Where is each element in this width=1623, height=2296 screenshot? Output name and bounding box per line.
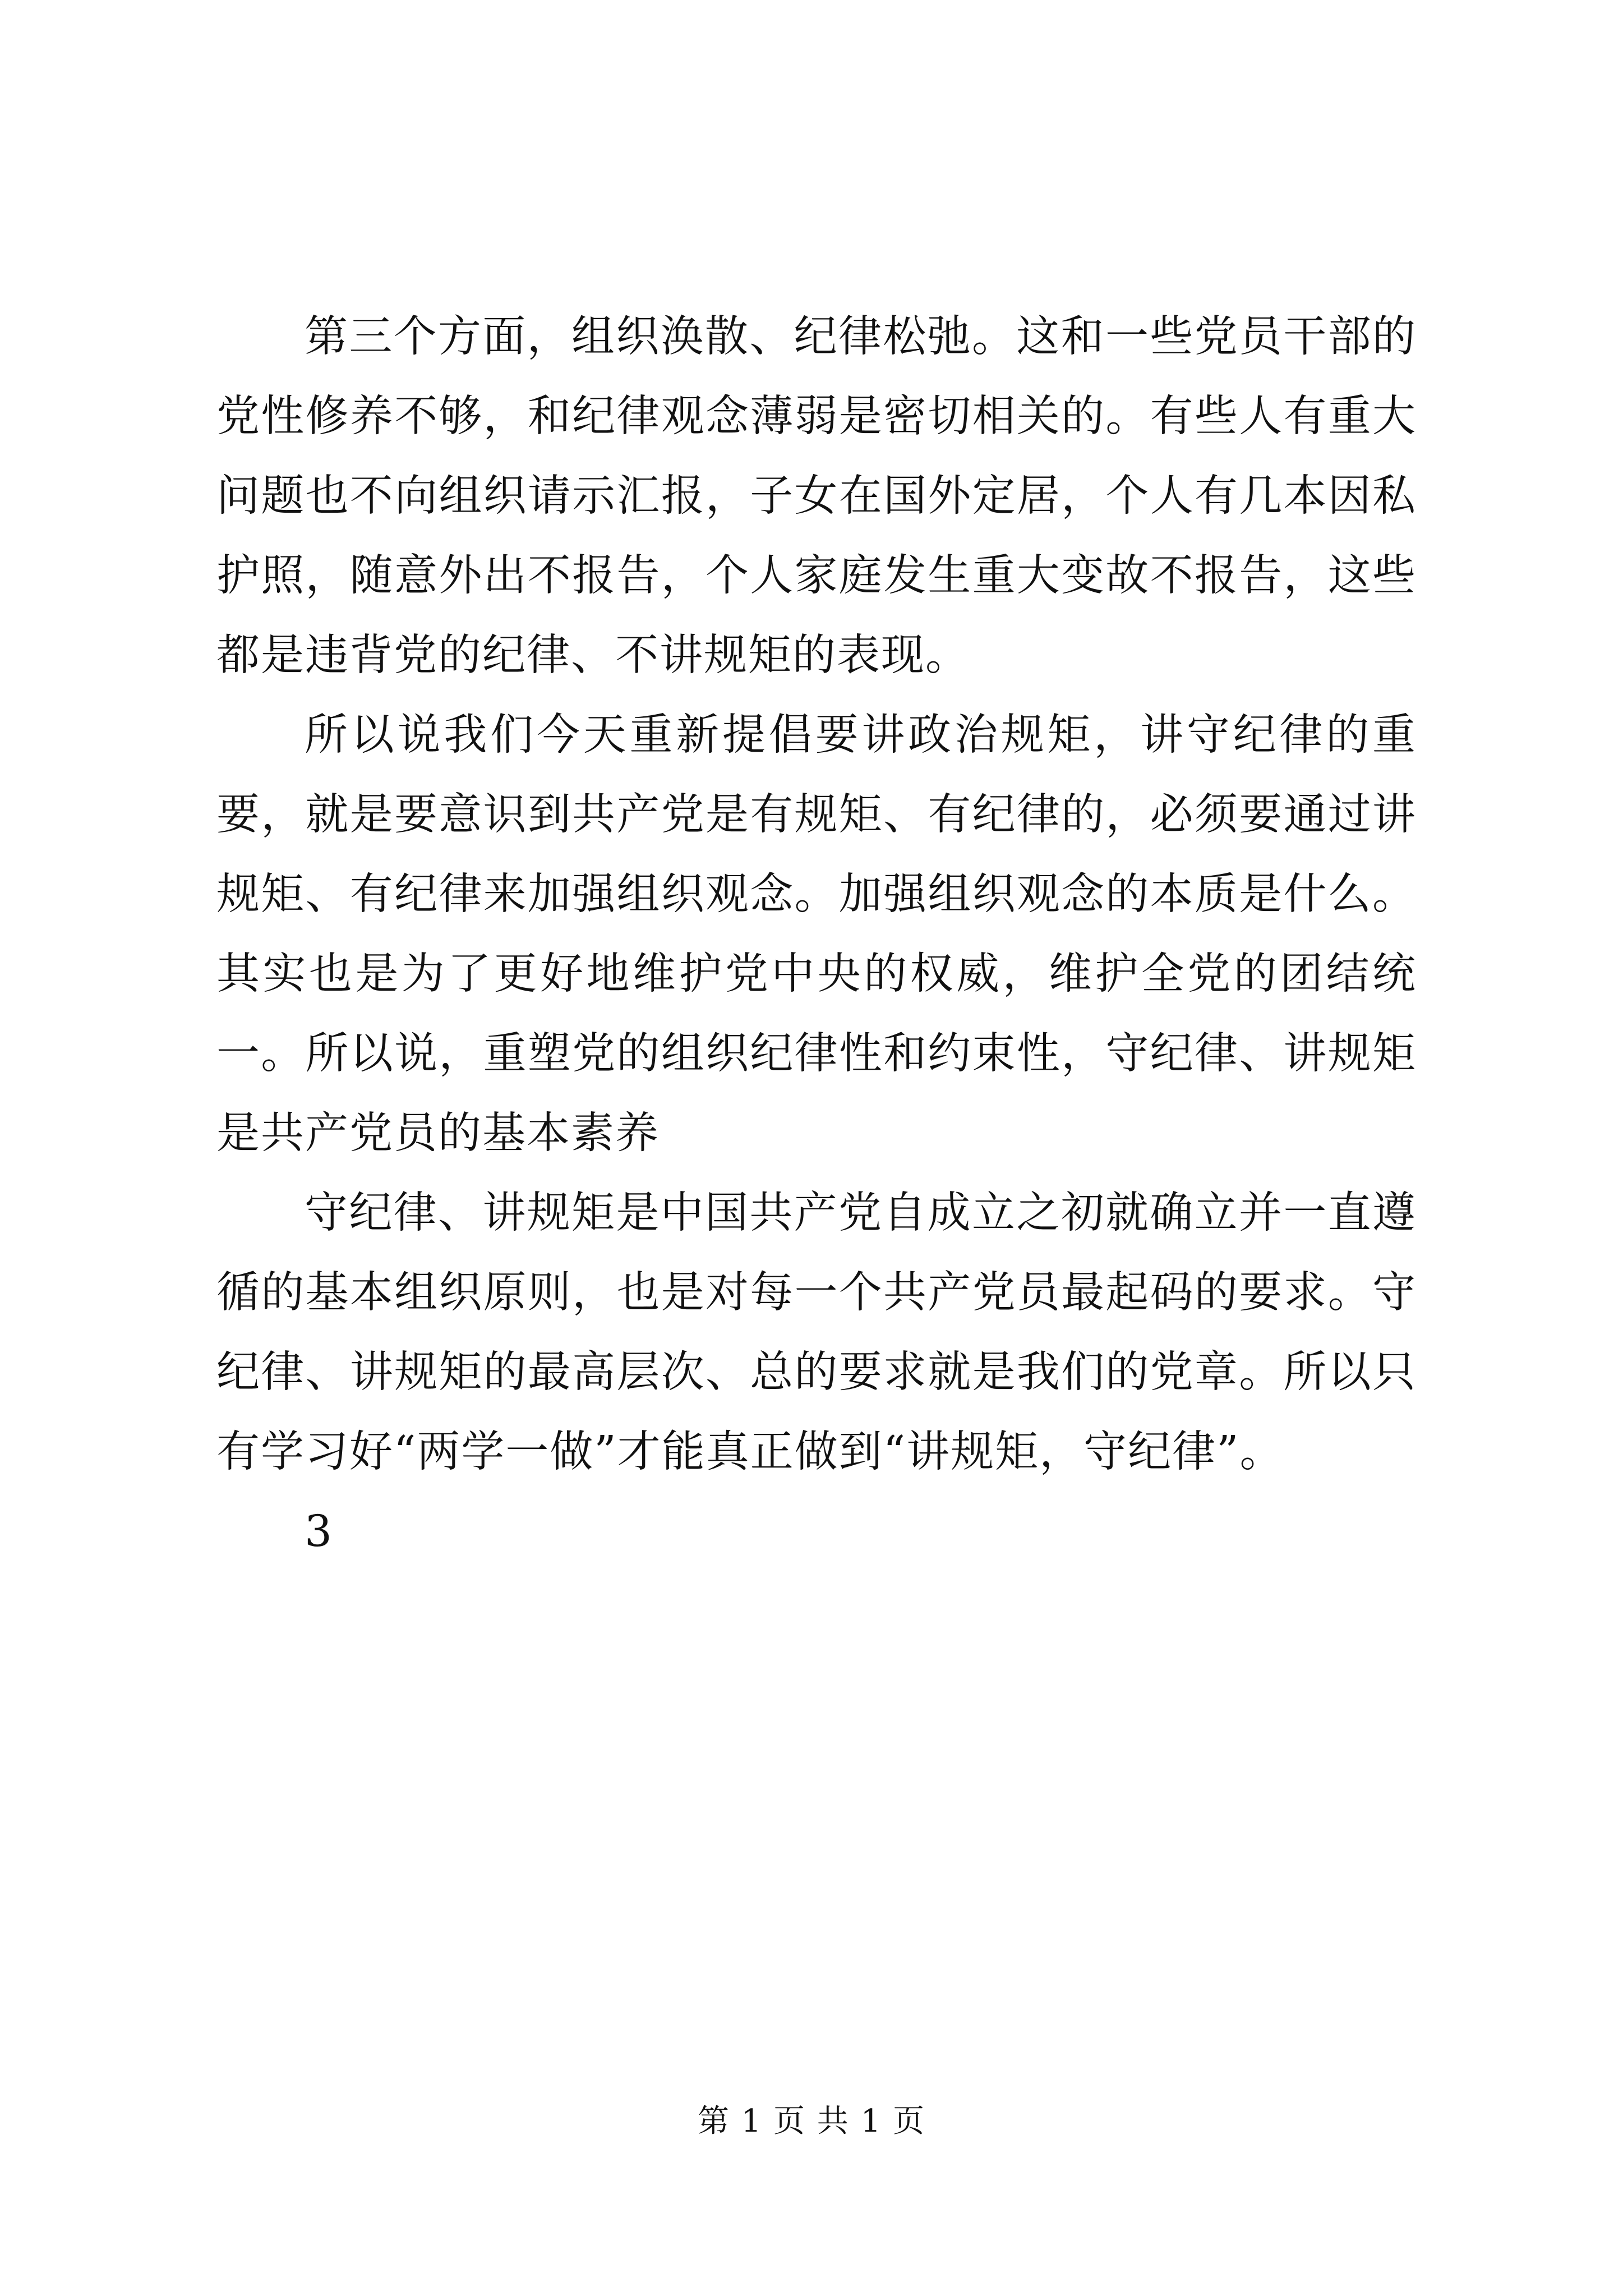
paragraph-1: 第三个方面，组织涣散、纪律松弛。这和一些党员干部的党性修养不够，和纪律观念薄弱是密切相关的。有些人有重大问题也不向组织请示汇报，子女在国外定居，个人有几本因私护照，随意外出不报告，个人家庭发生重大变故不报告，这些都是违背党的纪律、不讲规矩的表现。 [216,312,1417,680]
paragraph-3: 守纪律、讲规矩是中国共产党自成立之初就确立并一直遵循的基本组织原则，也是对每一个共产党员最起码的要求。守纪律、讲规矩的最高层次、总的要求就是我们的党章。所以只有学习好“两学一做”才能真正做到“讲规矩，守纪律”。 [216,1188,1417,1477]
body-page-number: 3 [305,1507,332,1557]
document-body [216,297,1417,1572]
page-footer: 第 1 页 共 1 页 [697,2103,926,2139]
paragraph-2: 所以说我们今天重新提倡要讲政治规矩，讲守纪律的重要，就是要意识到共产党是有规矩、有纪律的，必须要通过讲规矩、有纪律来加强组织观念。加强组织观念的本质是什么。其实也是为了更好地维护党中央的权威，维护全党的团结统一。所以说，重塑党的组织纪律性和约束性，守纪律、讲规矩是共产党员的基本素养 [216,710,1417,1158]
